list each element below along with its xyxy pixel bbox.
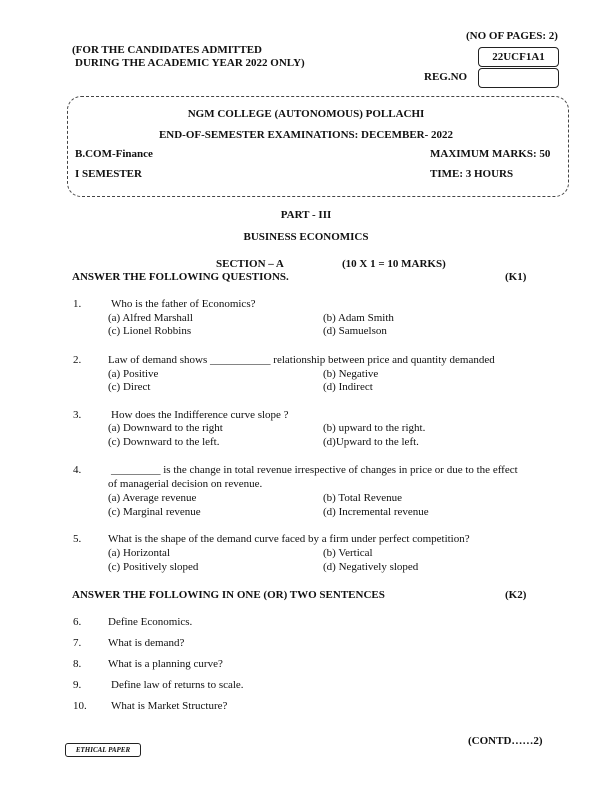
question-number: 8. bbox=[73, 658, 82, 670]
section-marks: (10 X 1 = 10 MARKS) bbox=[342, 258, 446, 270]
section-title: SECTION – A bbox=[216, 258, 284, 270]
exam-time: TIME: 3 HOURS bbox=[430, 168, 514, 180]
question-number: 5. bbox=[73, 533, 82, 545]
question-text: Law of demand shows ___________ relationship between price and quantity demanded bbox=[108, 354, 495, 366]
exam-title: END-OF-SEMESTER EXAMINATIONS: DECEMBER- 2022 bbox=[158, 129, 454, 141]
option-d: (d) Negatively sloped bbox=[323, 561, 419, 573]
question-text: Define law of returns to scale. bbox=[111, 679, 244, 691]
question-number: 2. bbox=[73, 354, 82, 366]
question-text: _________ is the change in total revenue irrespective of changes in price or due to the effect bbox=[111, 464, 518, 476]
option-b: (b) Negative bbox=[323, 368, 379, 380]
ethical-paper-label: ETHICAL PAPER bbox=[75, 746, 131, 754]
college-name: NGM COLLEGE (AUTONOMOUS) POLLACHI bbox=[187, 108, 425, 120]
no-of-pages: (NO OF PAGES: 2) bbox=[466, 30, 558, 42]
question-text: Define Economics. bbox=[108, 616, 193, 628]
option-b: (b) Adam Smith bbox=[323, 312, 394, 324]
option-a: (a) Downward to the right bbox=[108, 422, 223, 434]
option-d: (d) Samuelson bbox=[323, 325, 387, 337]
course-code-box bbox=[478, 47, 559, 67]
option-c: (c) Downward to the left. bbox=[108, 436, 220, 448]
option-c: (c) Positively sloped bbox=[108, 561, 199, 573]
option-b: (b) upward to the right. bbox=[323, 422, 426, 434]
reg-no-label: REG.NO bbox=[424, 71, 468, 83]
course-code: 22UCF1A1 bbox=[492, 51, 545, 63]
option-c: (c) Marginal revenue bbox=[108, 506, 201, 518]
question-text: What is the shape of the demand curve faced by a firm under perfect competition? bbox=[108, 533, 470, 545]
semester: I SEMESTER bbox=[75, 168, 142, 180]
question-number: 1. bbox=[73, 298, 82, 310]
subject-title: BUSINESS ECONOMICS bbox=[243, 231, 369, 243]
max-marks: MAXIMUM MARKS: 50 bbox=[430, 148, 551, 160]
option-a: (a) Horizontal bbox=[108, 547, 170, 559]
option-c: (c) Lionel Robbins bbox=[108, 325, 192, 337]
option-d: (d)Upward to the left. bbox=[323, 436, 419, 448]
part-title: PART - III bbox=[280, 209, 332, 221]
continued-note: (CONTD……2) bbox=[468, 735, 543, 747]
question-text: Who is the father of Economics? bbox=[111, 298, 256, 310]
admission-note-line2: DURING THE ACADEMIC YEAR 2022 ONLY) bbox=[75, 57, 305, 69]
mcq-instruction: ANSWER THE FOLLOWING QUESTIONS. bbox=[72, 271, 289, 283]
mcq-knowledge-level: (K1) bbox=[505, 271, 527, 283]
question-number: 3. bbox=[73, 409, 82, 421]
question-text: What is a planning curve? bbox=[108, 658, 223, 670]
option-c: (c) Direct bbox=[108, 381, 151, 393]
question-number: 6. bbox=[73, 616, 82, 628]
question-text: How does the Indifference curve slope ? bbox=[111, 409, 289, 421]
short-answer-knowledge-level: (K2) bbox=[505, 589, 527, 601]
question-text: What is demand? bbox=[108, 637, 185, 649]
option-d: (d) Indirect bbox=[323, 381, 373, 393]
option-a: (a) Average revenue bbox=[108, 492, 197, 504]
reg-no-field[interactable] bbox=[478, 68, 559, 88]
option-a: (a) Alfred Marshall bbox=[108, 312, 193, 324]
option-d: (d) Incremental revenue bbox=[323, 506, 429, 518]
question-text-continued: of managerial decision on revenue. bbox=[108, 478, 263, 490]
question-text: What is Market Structure? bbox=[111, 700, 228, 712]
short-answer-instruction: ANSWER THE FOLLOWING IN ONE (OR) TWO SENTENCES bbox=[72, 589, 385, 601]
option-b: (b) Vertical bbox=[323, 547, 373, 559]
question-number: 4. bbox=[73, 464, 82, 476]
ethical-paper-stamp bbox=[65, 743, 141, 757]
question-number: 10. bbox=[73, 700, 87, 712]
question-number: 9. bbox=[73, 679, 82, 691]
question-number: 7. bbox=[73, 637, 82, 649]
option-a: (a) Positive bbox=[108, 368, 159, 380]
programme: B.COM-Finance bbox=[75, 148, 153, 160]
admission-note-line1: (FOR THE CANDIDATES ADMITTED bbox=[72, 44, 262, 56]
option-b: (b) Total Revenue bbox=[323, 492, 403, 504]
